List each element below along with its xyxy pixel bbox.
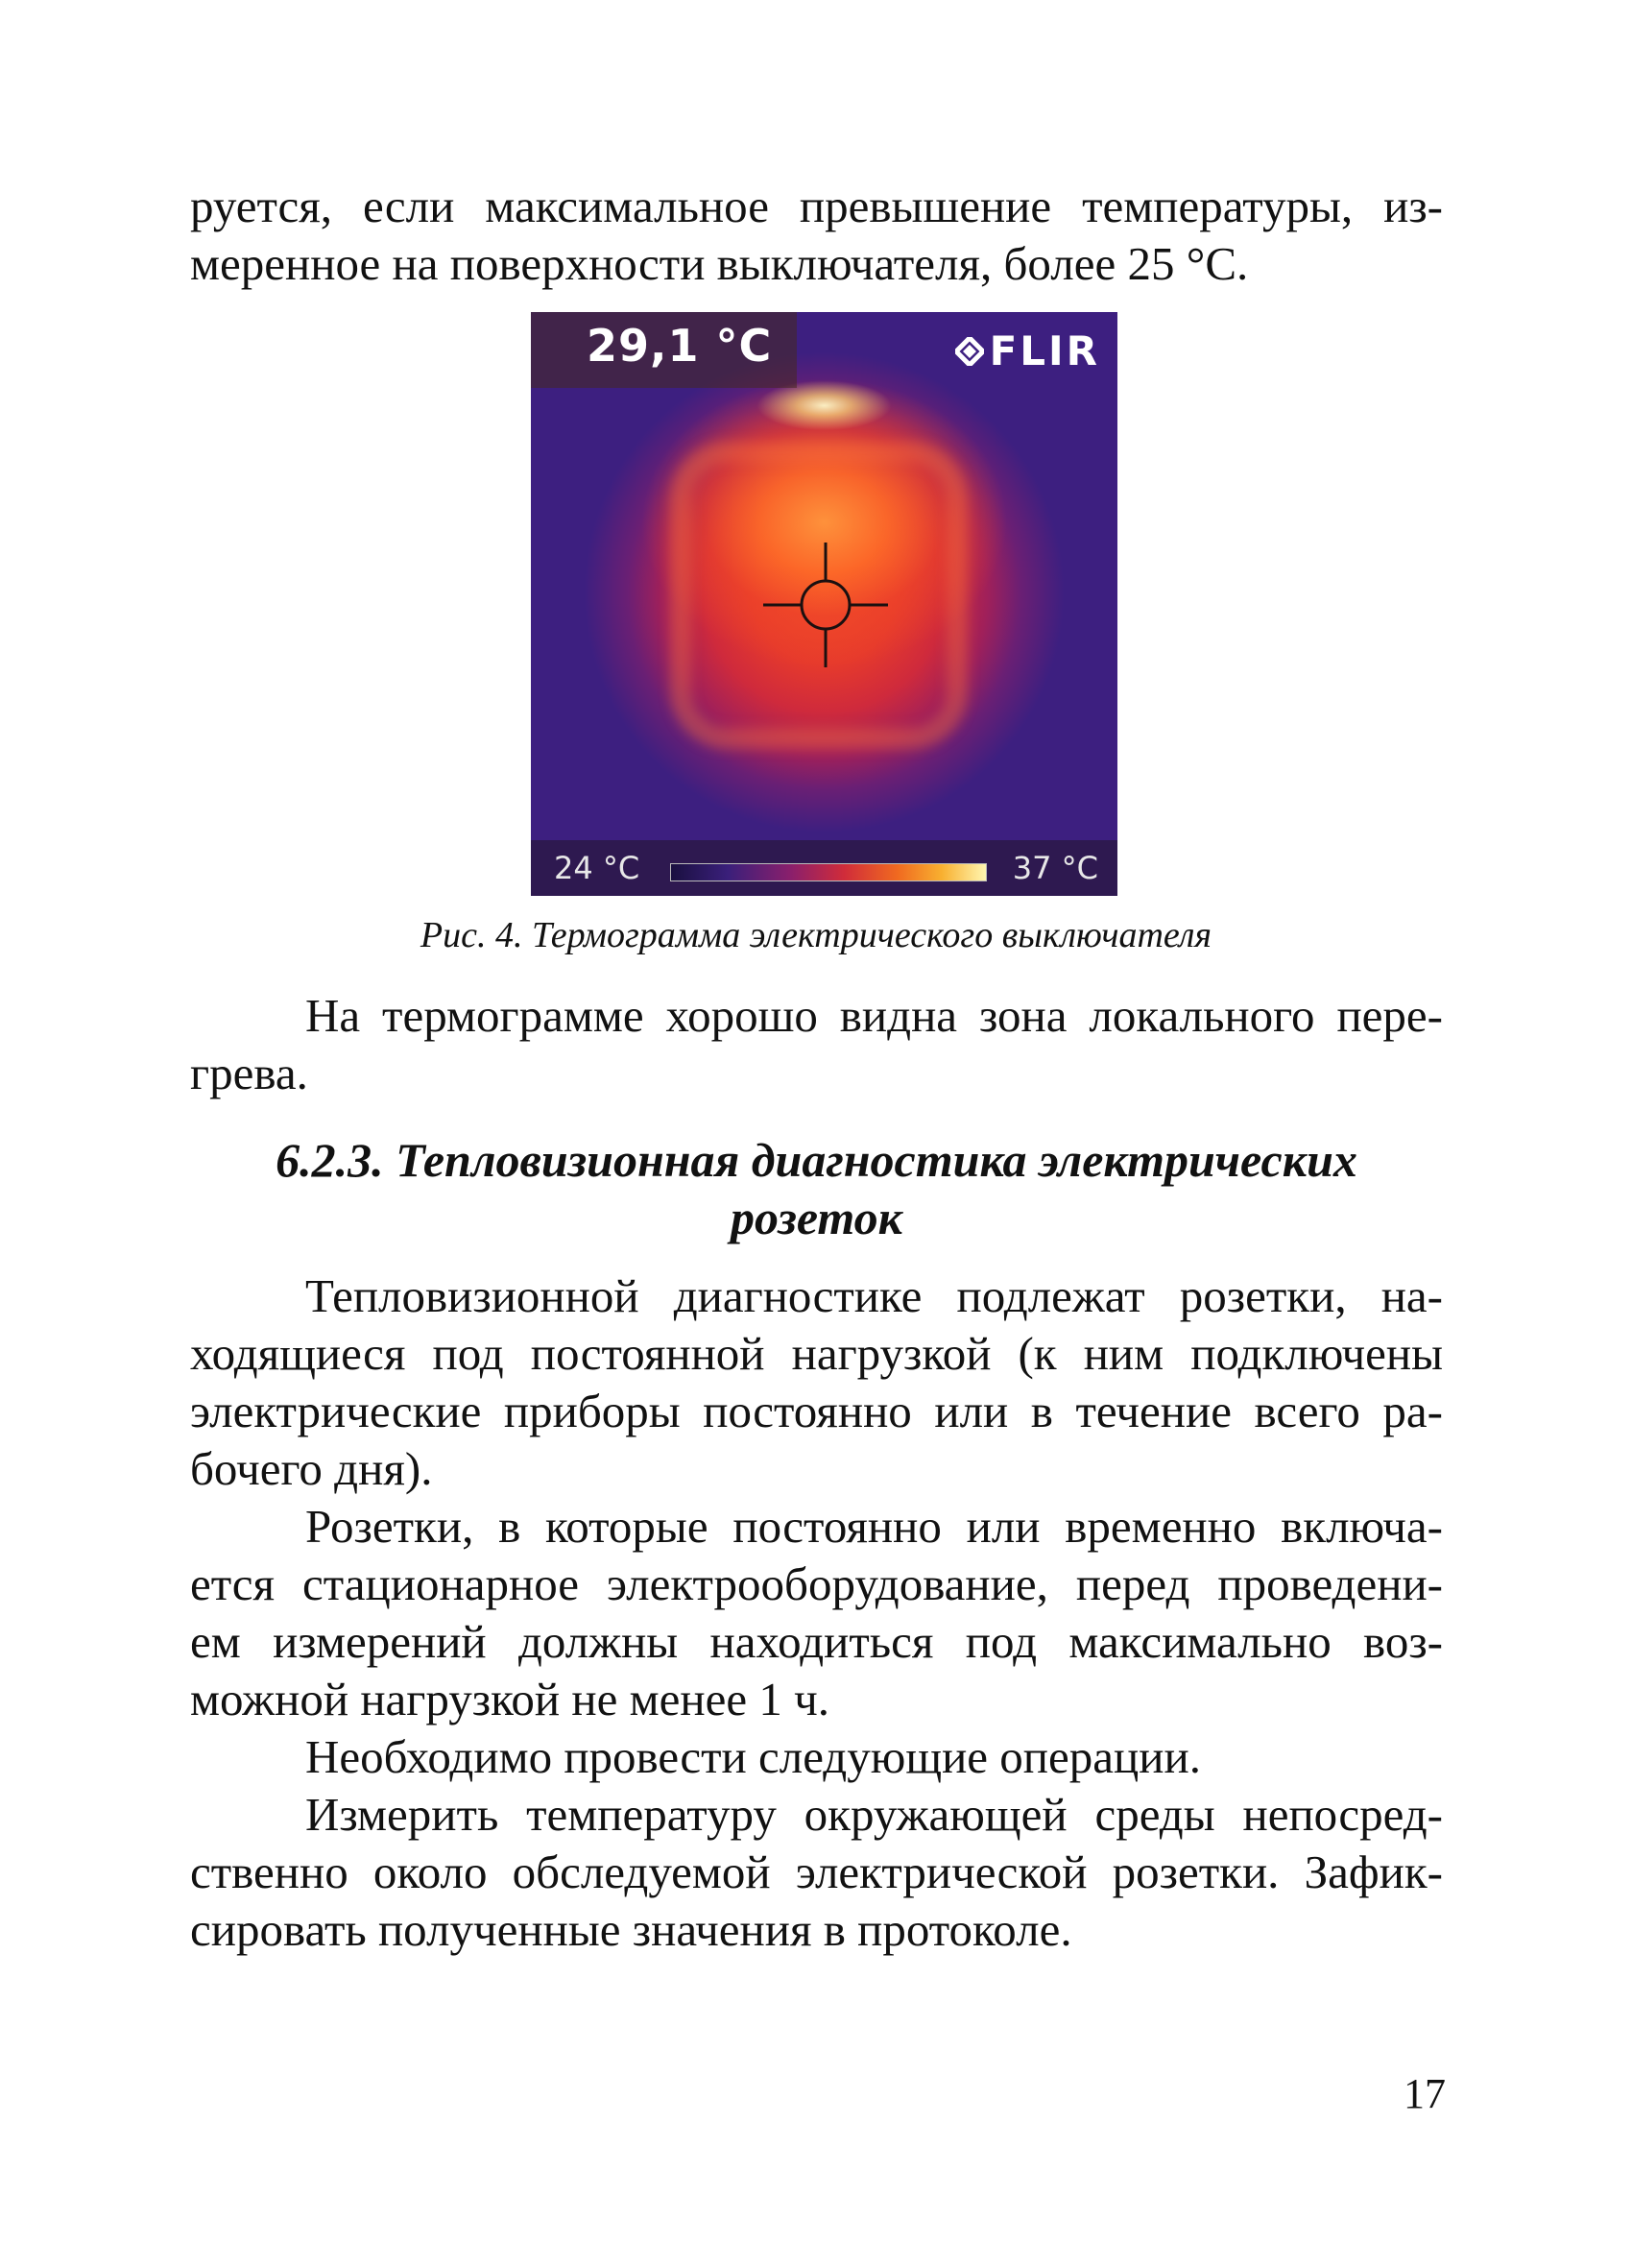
page-number: 17	[1404, 2070, 1446, 2117]
paragraph	[190, 1498, 1443, 1728]
text-line: На термограмме хорошо видна зона локального пере-	[305, 989, 1443, 1042]
text-line: ем измерений должны находиться под максимально воз-	[190, 1615, 1443, 1668]
text-line: ственно около обследуемой электрической розетки. Зафик-	[190, 1846, 1443, 1898]
text-line: грева.	[190, 1047, 308, 1099]
heading-line: 6.2.3. Тепловизионная диагностика электрических	[276, 1133, 1357, 1187]
temperature-readout-box	[531, 312, 797, 388]
text-line: меренное на поверхности выключателя, более 25 °С.	[190, 237, 1249, 290]
temperature-readout: 29,1 °C	[587, 320, 773, 372]
heading-line: розеток	[731, 1191, 902, 1244]
flir-brand-text: FLIR	[989, 327, 1100, 374]
text-line: Необходимо провести следующие операции.	[305, 1730, 1201, 1783]
paragraph	[190, 1786, 1443, 1959]
scale-max-label: 37 °C	[1012, 850, 1098, 886]
flir-diamond-icon	[955, 337, 984, 366]
top-paragraph	[190, 178, 1443, 293]
paragraph-after-figure	[190, 987, 1443, 1102]
figure-caption: Рис. 4. Термограмма электрического выключателя	[420, 915, 1212, 955]
scale-color-bar	[670, 863, 987, 881]
scale-min-label: 24 °C	[554, 850, 640, 886]
text-line: руется, если максимальное превышение температуры, из-	[190, 180, 1443, 232]
text-line: сировать полученные значения в протоколе.	[190, 1903, 1072, 1956]
crosshair-icon	[763, 543, 888, 667]
paragraph	[190, 1267, 1443, 1498]
thermogram-image	[531, 312, 1117, 896]
temperature-scale	[531, 840, 1117, 896]
text-line: ется стационарное электрооборудование, перед проведени-	[190, 1557, 1443, 1610]
paragraph	[190, 1728, 1443, 1786]
body-paragraphs	[190, 1267, 1443, 1959]
text-line: Измерить температуру окружающей среды непосред-	[305, 1788, 1443, 1841]
text-line: бочего дня).	[190, 1442, 433, 1495]
text-line: Тепловизионной диагностике подлежат розетки, на-	[305, 1269, 1443, 1322]
flir-logo	[955, 327, 1100, 374]
text-line: электрические приборы постоянно или в течение всего ра-	[190, 1385, 1443, 1437]
text-line: Розетки, в которые постоянно или временно включа-	[305, 1500, 1443, 1553]
text-line: можной нагрузкой не менее 1 ч.	[190, 1673, 829, 1725]
section-heading	[190, 1131, 1443, 1246]
text-line: ходящиеся под постоянной нагрузкой (к ним подключены	[190, 1327, 1443, 1380]
